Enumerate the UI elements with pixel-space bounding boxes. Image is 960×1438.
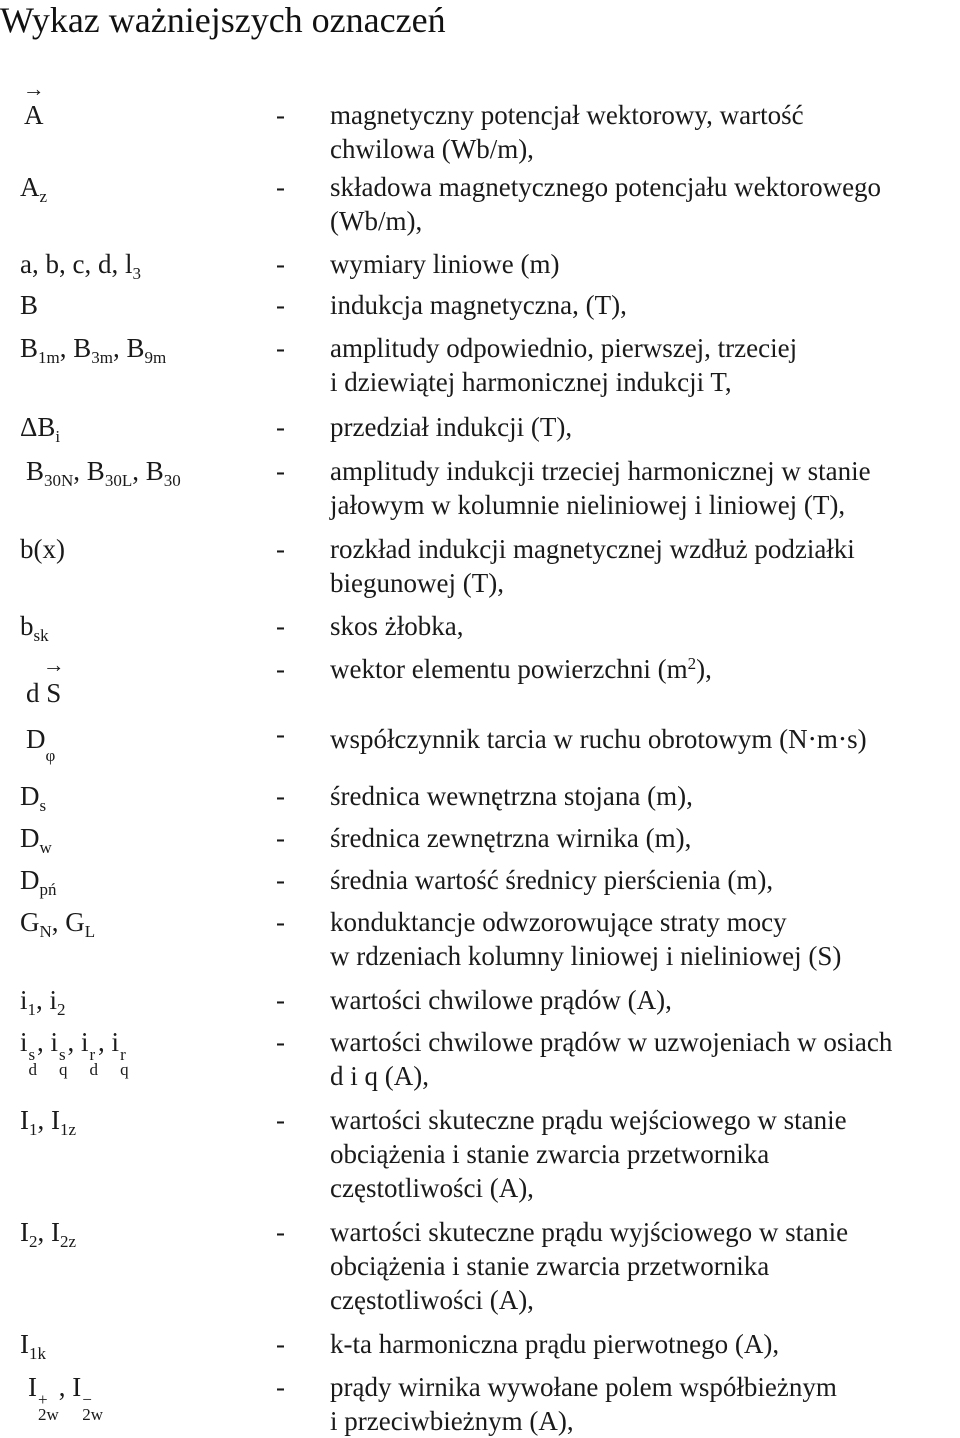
vector-arrow-icon: → xyxy=(42,652,65,677)
dash: - xyxy=(276,1027,285,1057)
dash: - xyxy=(276,654,285,684)
symbol-description: współczynnik tarcia w ruchu obrotowym (N⋅m⋅s) xyxy=(330,724,867,754)
symbol: $B_{1m}$, $B_{3m}$, $B_{9m}$ xyxy=(20,333,167,367)
dash: - xyxy=(276,865,285,895)
dash: - xyxy=(276,781,285,811)
symbol-description: przedział indukcji (T), xyxy=(330,412,573,442)
symbol-description: średnica wewnętrzna stojana (m), xyxy=(330,781,693,811)
symbol-description: wartości skuteczne prądu wejściowego w stanie obciążenia i stanie zwarcia przetwornika częstotliwości (A), xyxy=(330,1105,847,1203)
symbol-description: konduktancje odwzorowujące straty mocy w rdzeniach kolumny liniowej i nieliniowej (S) xyxy=(330,907,842,971)
symbol: $A_z$ xyxy=(20,172,48,206)
symbol-description: amplitudy odpowiednio, pierwszej, trzeciej i dziewiątej harmonicznej indukcji T, xyxy=(330,333,798,397)
symbol: d → S xyxy=(26,652,65,708)
symbol-description: k-ta harmoniczna prądu pierwotnego (A), xyxy=(330,1329,780,1359)
dash: - xyxy=(276,172,285,202)
symbol: $D_w$ xyxy=(20,823,52,857)
symbol-description: indukcja magnetyczna, (T), xyxy=(330,290,627,320)
symbol: I + 2w , I − 2w xyxy=(28,1372,104,1424)
symbol: $\Delta B_i$ xyxy=(20,412,61,446)
dash: - xyxy=(276,100,285,130)
symbol: $G_N$, $G_L$ xyxy=(20,907,96,941)
symbol-description: wartości chwilowe prądów (A), xyxy=(330,985,672,1015)
symbol-description: składowa magnetycznego potencjału wektorowego (Wb/m), xyxy=(330,172,882,236)
symbol-description: wektor elementu powierzchni $(m^2)$, xyxy=(330,654,712,684)
dash: - xyxy=(276,1217,285,1247)
vector-arrow-icon: → xyxy=(22,76,45,101)
symbol-description: wymiary liniowe (m) xyxy=(330,249,560,279)
symbol: i s d , i s q , i r d , i r q xyxy=(20,1027,129,1079)
dash: - xyxy=(276,1372,285,1402)
dash: - xyxy=(276,333,285,363)
symbol-description: wartości skuteczne prądu wyjściowego w stanie obciążenia i stanie zwarcia przetwornika częstotliwości (A), xyxy=(330,1217,849,1315)
symbol: b(x) xyxy=(20,534,65,564)
symbol: $D_{pń}$ xyxy=(20,865,57,899)
symbol: $D_s$ xyxy=(20,781,47,815)
symbol: → A xyxy=(22,76,45,130)
symbol: $i_1$, $i_2$ xyxy=(20,985,66,1019)
dash: - xyxy=(276,823,285,853)
symbol-description: średnia wartość średnicy pierścienia (m), xyxy=(330,865,774,895)
symbol-description: wartości chwilowe prądów w uzwojeniach w osiach d i q (A), xyxy=(330,1027,893,1091)
symbol-description: skos żłobka, xyxy=(330,611,464,641)
symbol-description: średnica zewnętrzna wirnika (m), xyxy=(330,823,692,853)
dash: - xyxy=(276,249,285,279)
dash: - xyxy=(276,412,285,442)
symbol: B xyxy=(20,290,39,320)
symbol: $I_1$, $I_{1z}$ xyxy=(20,1105,77,1139)
symbol: $B_{30N}$, $B_{30L}$, $B_{30}$ xyxy=(26,456,181,490)
page-title: Wykaz ważniejszych oznaczeń xyxy=(0,0,446,40)
dash: - xyxy=(276,907,285,937)
dash: - xyxy=(276,290,285,320)
dash: - xyxy=(276,1105,285,1135)
dash: - xyxy=(276,1329,285,1359)
symbol: $I_2$, $I_{2z}$ xyxy=(20,1217,77,1251)
dash: - xyxy=(276,534,285,564)
dash: - xyxy=(276,719,285,749)
symbol-description: magnetyczny potencjał wektorowy, wartość chwilowa (Wb/m), xyxy=(330,100,804,164)
symbol-description: rozkład indukcji magnetycznej wzdłuż podziałki biegunowej (T), xyxy=(330,534,855,598)
symbol-description: amplitudy indukcji trzeciej harmonicznej w stanie jałowym w kolumnie nieliniowej i liniowej (T), xyxy=(330,456,871,520)
dash: - xyxy=(276,611,285,641)
symbol-description: prądy wirnika wywołane polem współbieżnym i przeciwbieżnym (A), xyxy=(330,1372,837,1436)
symbol: $D_\varphi$ xyxy=(26,724,56,765)
symbol: $b_{sk}$ xyxy=(20,611,49,645)
symbol: a, b, c, d, $l_3$ xyxy=(20,249,141,283)
symbol: $I_{1k}$ xyxy=(20,1329,46,1363)
dash: - xyxy=(276,985,285,1015)
dash: - xyxy=(276,456,285,486)
